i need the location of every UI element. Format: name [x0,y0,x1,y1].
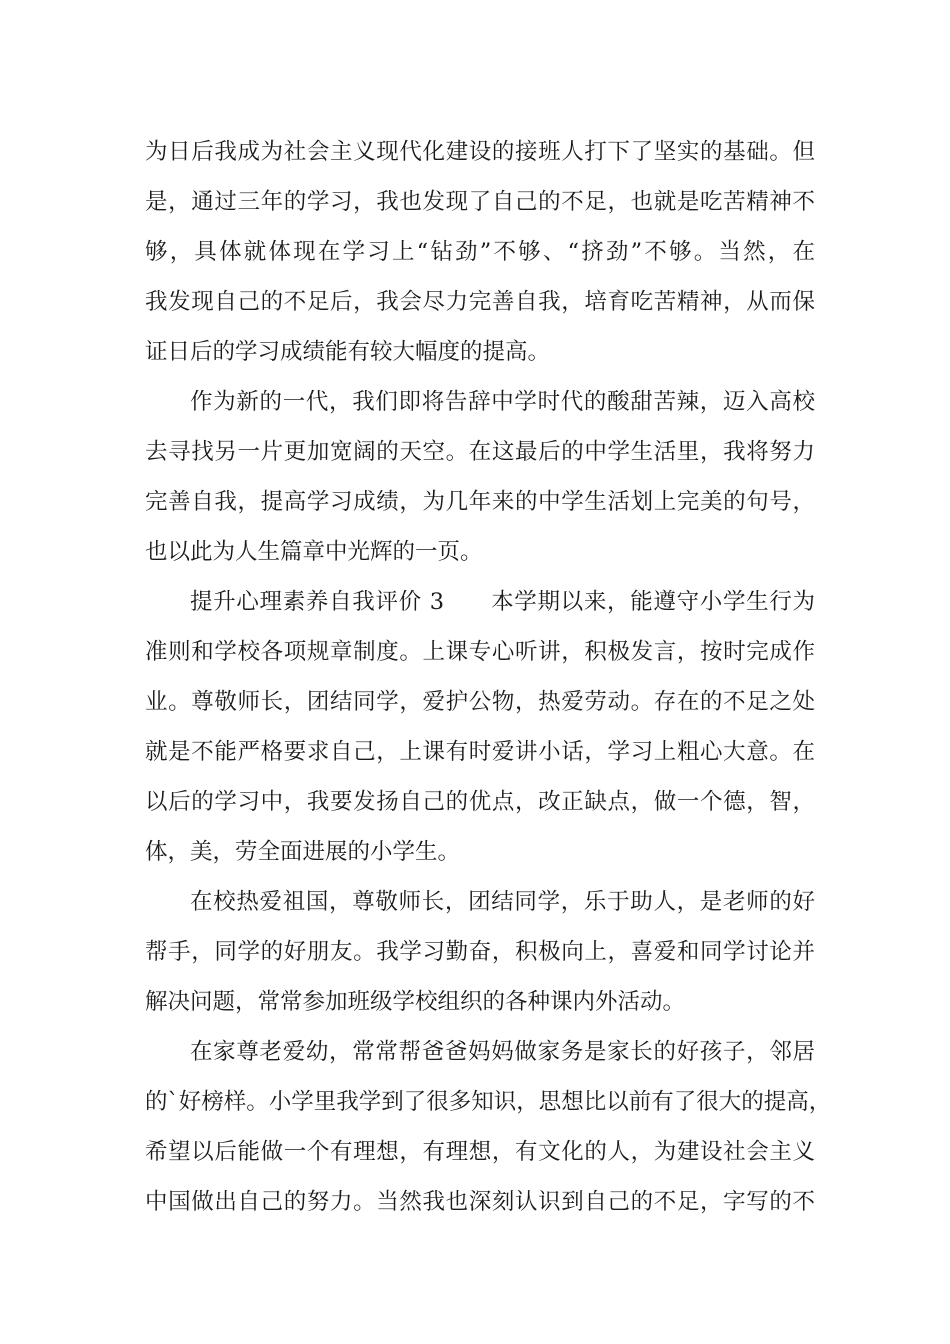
text-line: 希望以后能做一个有理想，有理想，有文化的人，为建设社会主义 [145,1139,815,1165]
text-line: 去寻找另一片更加宽阔的天空。在这最后的中学生活里，我将努力 [145,439,815,465]
text-line: 就是不能严格要求自己，上课有时爱讲小话，学习上粗心大意。在 [145,739,815,765]
text-line: 体，美，劳全面进展的小学生。 [145,839,461,865]
text-line: 业。尊敬师长，团结同学，爱护公物，热爱劳动。存在的不足之处 [145,689,815,715]
text-line: 够，具体就体现在学习上“钻劲”不够、“挤劲”不够。当然，在 [145,239,815,265]
document-body [145,127,832,1227]
text-line: 准则和学校各项规章制度。上课专心听讲，积极发言，按时完成作 [145,639,815,665]
text-line: 也以此为人生篇章中光辉的一页。 [145,539,483,565]
text-line: 解决问题，常常参加班级学校组织的各种课内外活动。 [145,989,686,1015]
text-line: 帮手，同学的好朋友。我学习勤奋，积极向上，喜爱和同学讨论并 [145,939,815,965]
text-line: 为日后我成为社会主义现代化建设的接班人打下了坚实的基础。但 [145,139,815,165]
text-line: 完善自我，提高学习成绩，为几年来的中学生活划上完美的句号， [145,489,815,515]
text-line: 提升心理素养自我评价 3 本学期以来，能遵守小学生行为 [190,589,815,615]
text-line: 中国做出自己的努力。当然我也深刻认识到自己的不足，字写的不 [145,1189,815,1215]
text-line: 作为新的一代，我们即将告辞中学时代的酸甜苦辣，迈入高校 [190,389,815,415]
text-line: 在校热爱祖国，尊敬师长，团结同学，乐于助人，是老师的好 [190,889,815,915]
text-line: 证日后的学习成绩能有较大幅度的提高。 [145,339,551,365]
text-line: 在家尊老爱幼，常常帮爸爸妈妈做家务是家长的好孩子，邻居 [190,1039,815,1065]
text-line: 的`好榜样。小学里我学到了很多知识，思想比以前有了很大的提高， [145,1089,832,1115]
text-line: 是，通过三年的学习，我也发现了自己的不足，也就是吃苦精神不 [145,189,815,215]
text-line: 我发现自己的不足后，我会尽力完善自我，培育吃苦精神，从而保 [145,289,815,315]
text-line: 以后的学习中，我要发扬自己的优点，改正缺点，做一个德，智， [145,789,815,815]
